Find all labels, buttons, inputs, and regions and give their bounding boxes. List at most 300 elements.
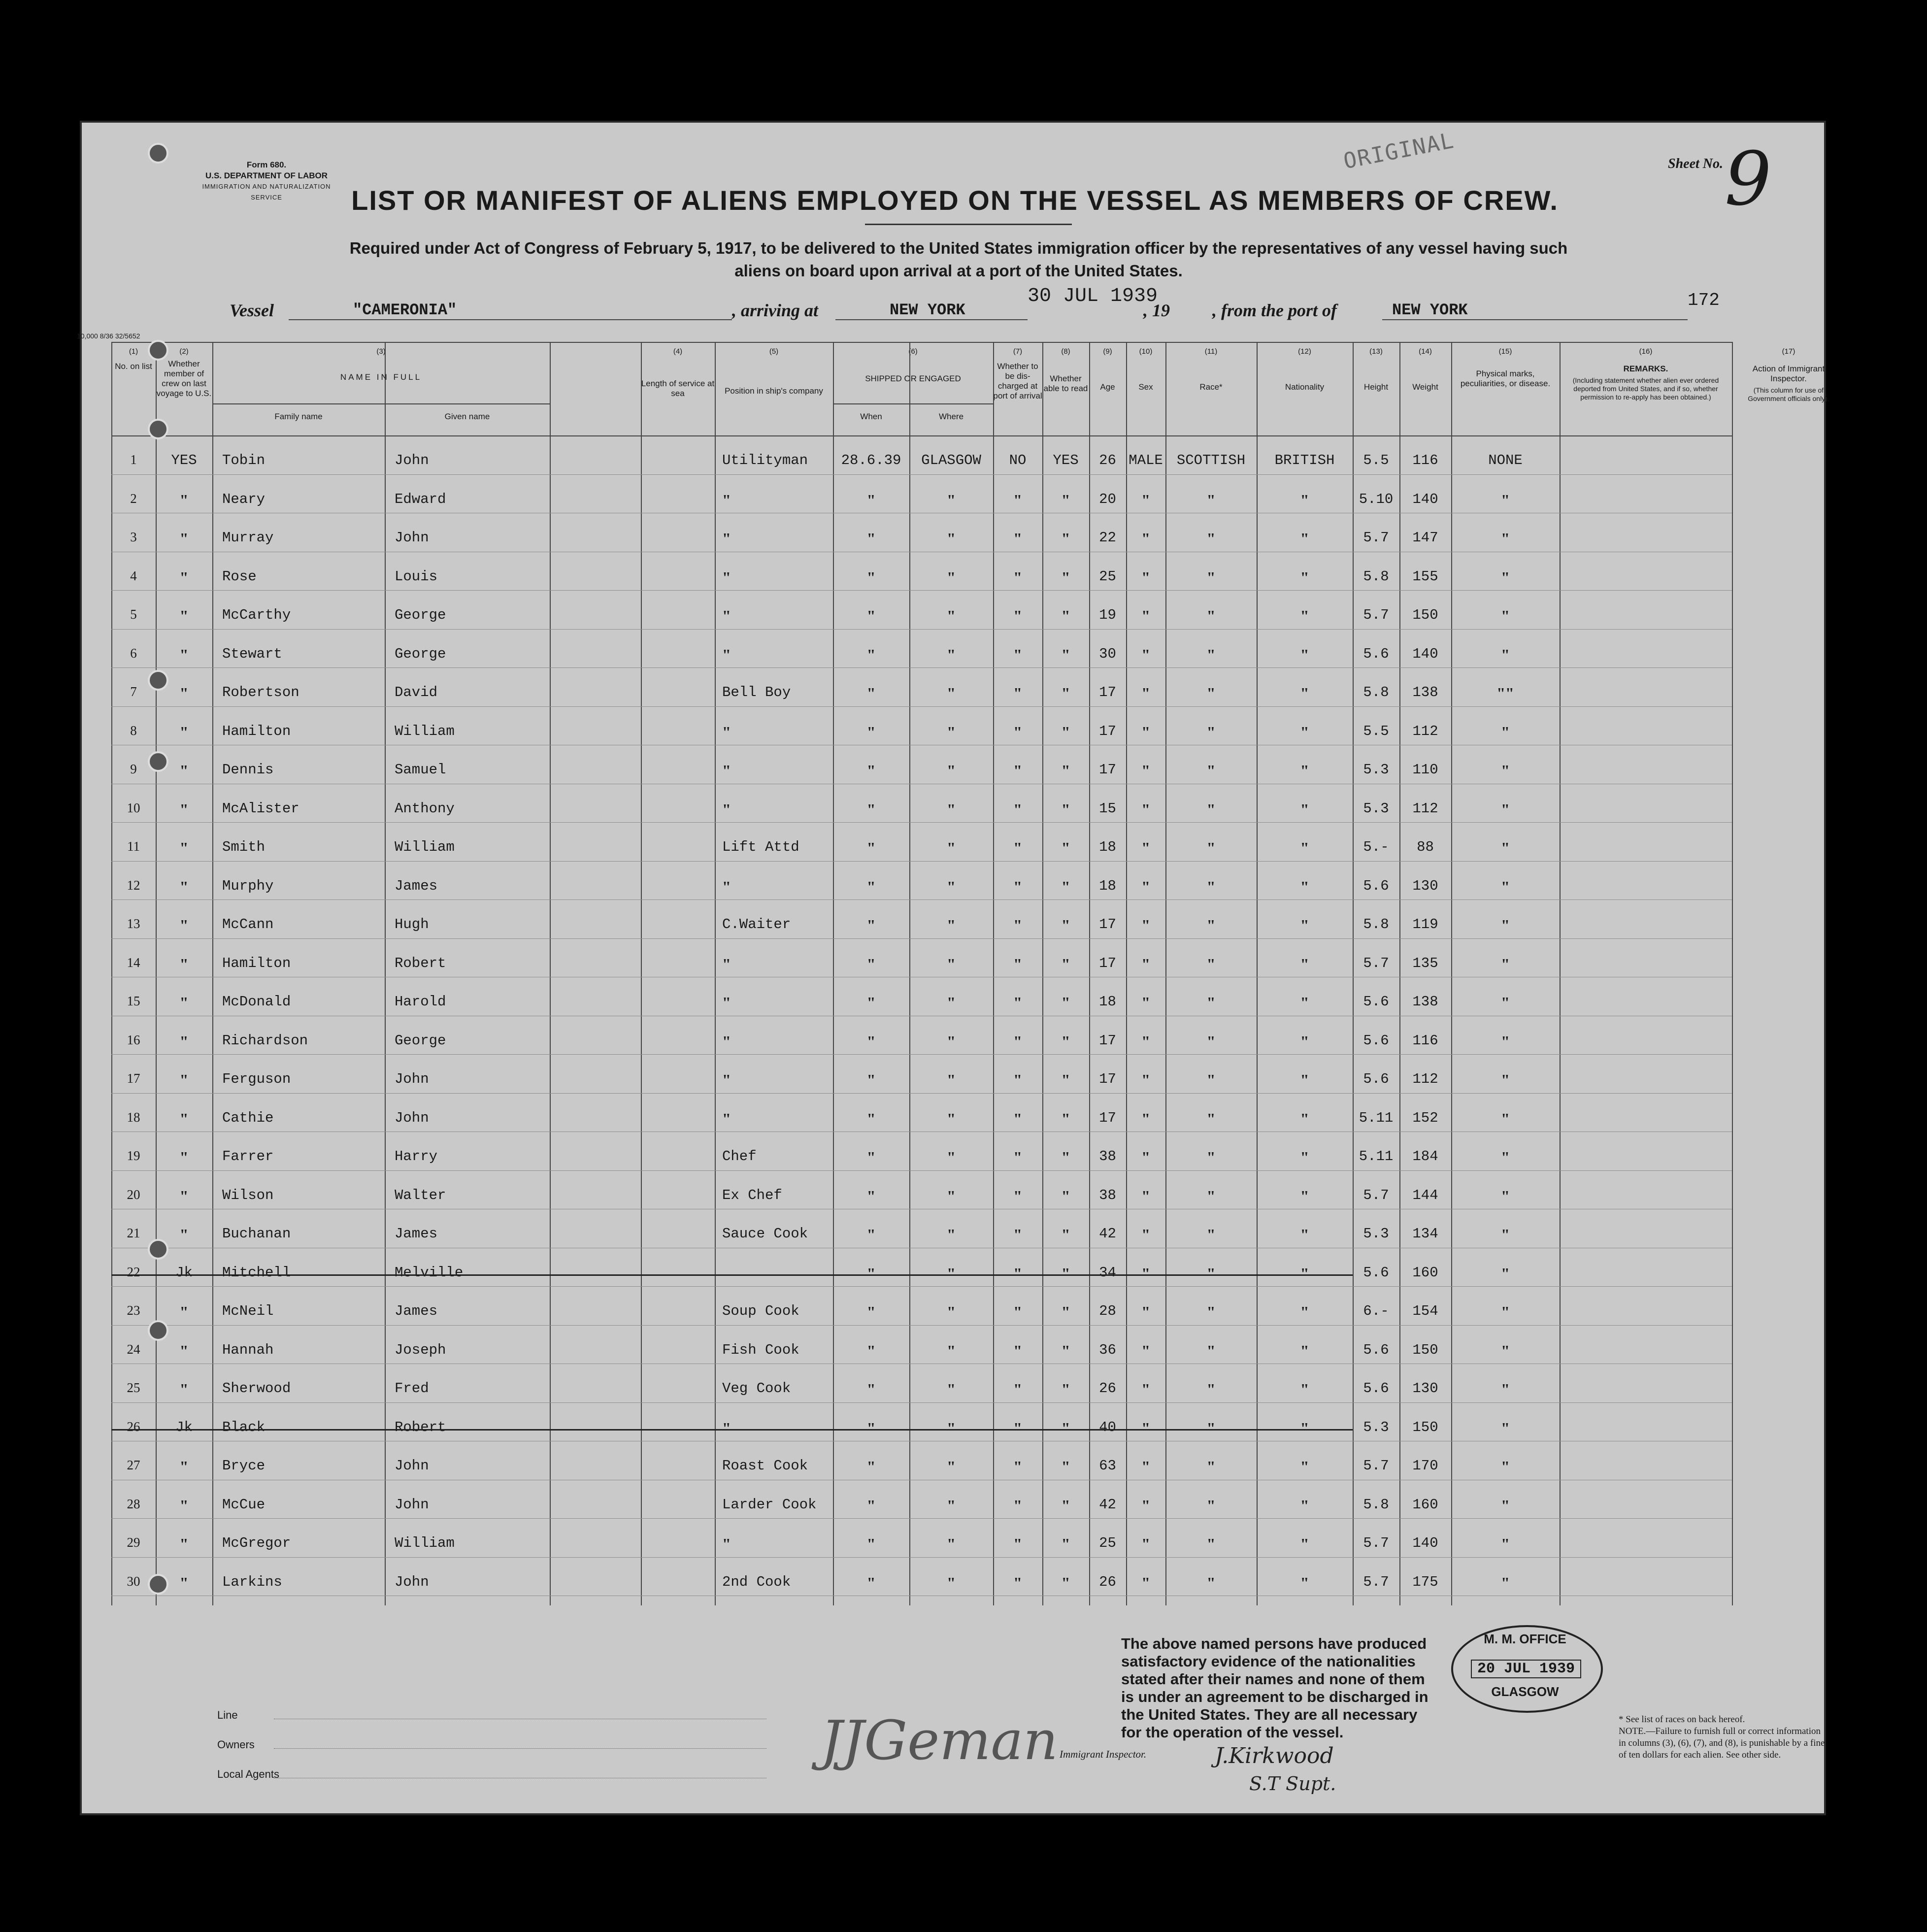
row-16-age: 17 (1099, 1032, 1116, 1049)
col-header-read: Whether able to read (1043, 374, 1088, 393)
row-8-family: Hamilton (222, 723, 291, 739)
row-15-nationality: " (1300, 994, 1309, 1011)
row-29-no: 29 (127, 1535, 140, 1550)
certification-stamp: The above named persons have produced satisfactory evidence of the nationalities stated after their names and none of them is under an agreement to be discharged in the United States. They are all necessary for the operation of the vessel. (1121, 1635, 1429, 1741)
row-28-crew: " (179, 1496, 189, 1514)
row-22-discharged: " (1013, 1264, 1022, 1282)
col-header-age: Age (1100, 382, 1115, 392)
row-16-where: " (947, 1032, 956, 1050)
department: U.S. DEPARTMENT OF LABOR (205, 171, 328, 180)
row-13-discharged: " (1013, 916, 1022, 934)
row-27-where: " (947, 1458, 956, 1475)
row-7-race: " (1206, 684, 1216, 702)
row-16-given: George (395, 1032, 446, 1049)
row-13-when: " (866, 916, 876, 934)
row-26-nationality: " (1300, 1419, 1309, 1437)
col-header-family-name: Family name (274, 412, 323, 421)
row-3-height: 5.7 (1363, 530, 1389, 546)
row-17-age: 17 (1099, 1071, 1116, 1087)
row-26-strike (111, 1429, 1353, 1431)
row-29-weight: 140 (1412, 1535, 1438, 1551)
row-6-weight: 140 (1412, 645, 1438, 662)
row-3-crew: " (179, 530, 189, 547)
row-22-weight: 160 (1412, 1264, 1438, 1281)
row-25-read: " (1061, 1380, 1070, 1398)
col-header-nationality: Nationality (1285, 382, 1325, 392)
row-24-weight: 150 (1412, 1341, 1438, 1358)
row-8-given: William (395, 723, 455, 739)
row-12-discharged: " (1013, 877, 1022, 896)
row-17-weight: 112 (1412, 1071, 1438, 1087)
row-7-read: " (1061, 684, 1070, 702)
row-7-marks: "" (1496, 684, 1514, 702)
binder-hole (148, 1239, 168, 1260)
row-19-nationality: " (1300, 1148, 1309, 1166)
row-5-position: " (722, 607, 731, 625)
row-24-nationality: " (1300, 1341, 1309, 1360)
row-28-discharged: " (1013, 1496, 1022, 1514)
col-header-position: Position in ship's company (725, 386, 823, 396)
row-11-position: Lift Attd (722, 839, 799, 855)
row-26-position: " (722, 1419, 731, 1437)
row-8-race: " (1206, 723, 1216, 741)
row-18-given: John (395, 1109, 429, 1126)
row-11-discharged: " (1013, 839, 1022, 857)
row-18-read: " (1061, 1109, 1070, 1128)
row-2-when: " (866, 491, 876, 509)
row-26-sex: " (1141, 1419, 1150, 1437)
row-3-race: " (1206, 530, 1216, 547)
row-30-where: " (947, 1573, 956, 1592)
row-13-read: " (1061, 916, 1070, 934)
row-7-height: 5.8 (1363, 684, 1389, 700)
row-19-where: " (947, 1148, 956, 1166)
row-1-height: 5.5 (1363, 452, 1389, 468)
name-subheader-rule (212, 403, 550, 404)
row-8-when: " (866, 723, 876, 741)
row-28-marks: " (1501, 1496, 1510, 1514)
row-6-sex: " (1141, 645, 1150, 664)
row-20-read: " (1061, 1187, 1070, 1205)
row-21-where: " (947, 1226, 956, 1243)
row-15-where: " (947, 994, 956, 1011)
col-12-number: (12) (1298, 347, 1311, 356)
row-19-when: " (866, 1148, 876, 1166)
print-code: 10,000 8/36 32/5652 (77, 332, 140, 340)
row-15-discharged: " (1013, 994, 1022, 1011)
row-18-family: Cathie (222, 1109, 274, 1126)
row-22-family: Mitchell (222, 1264, 291, 1281)
row-16-race: " (1206, 1032, 1216, 1050)
row-3-when: " (866, 530, 876, 547)
row-14-height: 5.7 (1363, 955, 1389, 971)
row-8-where: " (947, 723, 956, 741)
row-25-when: " (866, 1380, 876, 1398)
row-9-position: " (722, 762, 731, 779)
binder-hole (148, 1574, 168, 1595)
row-20-family: Wilson (222, 1187, 274, 1203)
row-16-position: " (722, 1032, 731, 1050)
row-17-height: 5.6 (1363, 1071, 1389, 1087)
row-24-family: Hannah (222, 1341, 274, 1358)
row-29-position: " (722, 1535, 731, 1553)
row-7-family: Robertson (222, 684, 299, 700)
row-18-race: " (1206, 1109, 1216, 1128)
row-10-crew: " (179, 800, 189, 818)
row-4-marks: " (1501, 568, 1510, 586)
col-header-action: Action of Immigrant Inspector. (1752, 364, 1825, 383)
row-6-discharged: " (1013, 645, 1022, 664)
row-26-age: 40 (1099, 1419, 1116, 1435)
column-rule (550, 342, 551, 1605)
row-15-no: 15 (127, 994, 140, 1008)
row-19-height: 5.11 (1359, 1148, 1394, 1165)
row-14-nationality: " (1300, 955, 1309, 973)
col-6-number: (6) (908, 347, 918, 356)
row-1-marks: NONE (1488, 452, 1523, 468)
row-1-no: 1 (130, 452, 137, 467)
row-5-discharged: " (1013, 607, 1022, 625)
row-20-sex: " (1141, 1187, 1150, 1205)
row-19-crew: " (179, 1148, 189, 1166)
row-3-read: " (1061, 530, 1070, 547)
column-rule (212, 342, 213, 1605)
row-13-sex: " (1141, 916, 1150, 934)
row-23-marks: " (1501, 1303, 1510, 1321)
row-7-given: David (395, 684, 438, 700)
row-6-family: Stewart (222, 645, 282, 662)
row-15-sex: " (1141, 994, 1150, 1011)
row-24-given: Joseph (395, 1341, 446, 1358)
header-bottom-rule (111, 435, 1732, 436)
row-16-sex: " (1141, 1032, 1150, 1050)
row-26-race: " (1206, 1419, 1216, 1437)
row-21-position: Sauce Cook (722, 1226, 808, 1242)
row-4-age: 25 (1099, 568, 1116, 585)
row-24-read: " (1061, 1341, 1070, 1360)
row-18-marks: " (1501, 1109, 1510, 1128)
row-11-sex: " (1141, 839, 1150, 857)
row-7-when: " (866, 684, 876, 702)
row-26-given: Robert (395, 1419, 446, 1435)
row-4-weight: 155 (1412, 568, 1438, 585)
row-22-age: 34 (1099, 1264, 1116, 1281)
row-6-height: 5.6 (1363, 645, 1389, 662)
row-21-weight: 134 (1412, 1226, 1438, 1242)
row-6-marks: " (1501, 645, 1510, 664)
row-29-given: William (395, 1535, 455, 1551)
row-13-marks: " (1501, 916, 1510, 934)
row-27-when: " (866, 1458, 876, 1475)
column-rule (715, 342, 716, 1605)
row-7-position: Bell Boy (722, 684, 791, 700)
row-25-age: 26 (1099, 1380, 1116, 1397)
row-29-sex: " (1141, 1535, 1150, 1553)
row-5-given: George (395, 607, 446, 623)
row-17-marks: " (1501, 1071, 1510, 1089)
row-25-position: Veg Cook (722, 1380, 791, 1397)
row-11-age: 18 (1099, 839, 1116, 855)
row-11-race: " (1206, 839, 1216, 857)
row-rule (111, 899, 1732, 900)
row-18-no: 18 (127, 1109, 140, 1125)
row-rule (111, 1093, 1732, 1094)
row-11-marks: " (1501, 839, 1510, 857)
row-14-position: " (722, 955, 731, 973)
row-12-where: " (947, 877, 956, 896)
row-15-height: 5.6 (1363, 994, 1389, 1010)
row-24-age: 36 (1099, 1341, 1116, 1358)
col-header-given-name: Given name (444, 412, 490, 421)
col-13-number: (13) (1369, 347, 1383, 356)
row-23-nationality: " (1300, 1303, 1309, 1321)
row-23-discharged: " (1013, 1303, 1022, 1321)
row-3-no: 3 (130, 530, 137, 544)
row-23-given: James (395, 1303, 438, 1319)
row-21-when: " (866, 1226, 876, 1243)
row-18-sex: " (1141, 1109, 1150, 1128)
row-14-race: " (1206, 955, 1216, 973)
row-5-read: " (1061, 607, 1070, 625)
row-18-when: " (866, 1109, 876, 1128)
row-7-crew: " (179, 684, 189, 702)
row-29-age: 25 (1099, 1535, 1116, 1551)
row-10-given: Anthony (395, 800, 455, 817)
row-13-crew: " (179, 916, 189, 934)
row-1-position: Utilityman (722, 452, 808, 468)
row-27-sex: " (1141, 1458, 1150, 1475)
row-24-marks: " (1501, 1341, 1510, 1360)
row-17-discharged: " (1013, 1071, 1022, 1089)
row-28-nationality: " (1300, 1496, 1309, 1514)
manifest-page (77, 121, 1829, 1815)
row-22-given: Melville (395, 1264, 464, 1281)
row-21-family: Buchanan (222, 1226, 291, 1242)
row-22-when: " (866, 1264, 876, 1282)
row-3-marks: " (1501, 530, 1510, 547)
row-17-nationality: " (1300, 1071, 1309, 1089)
row-rule (111, 861, 1732, 862)
row-12-nationality: " (1300, 877, 1309, 896)
row-24-sex: " (1141, 1341, 1150, 1360)
row-9-age: 17 (1099, 762, 1116, 778)
row-30-sex: " (1141, 1573, 1150, 1592)
row-26-weight: 150 (1412, 1419, 1438, 1435)
row-12-read: " (1061, 877, 1070, 896)
row-25-nationality: " (1300, 1380, 1309, 1398)
row-25-sex: " (1141, 1380, 1150, 1398)
row-3-nationality: " (1300, 530, 1309, 547)
row-2-nationality: " (1300, 491, 1309, 509)
row-23-when: " (866, 1303, 876, 1321)
row-4-given: Louis (395, 568, 438, 585)
row-6-position: " (722, 645, 731, 664)
row-23-where: " (947, 1303, 956, 1321)
row-5-height: 5.7 (1363, 607, 1389, 623)
row-21-marks: " (1501, 1226, 1510, 1243)
row-13-where: " (947, 916, 956, 934)
row-rule (111, 1286, 1732, 1287)
row-22-crew: Jk (175, 1264, 193, 1281)
row-30-nationality: " (1300, 1573, 1309, 1592)
row-9-crew: " (179, 762, 189, 779)
row-10-sex: " (1141, 800, 1150, 818)
row-28-sex: " (1141, 1496, 1150, 1514)
sheet-label: Sheet No. (1668, 156, 1723, 171)
row-20-nationality: " (1300, 1187, 1309, 1205)
row-4-crew: " (179, 568, 189, 586)
row-10-when: " (866, 800, 876, 818)
row-15-position: " (722, 994, 731, 1011)
col-14-number: (14) (1419, 347, 1432, 356)
row-16-height: 5.6 (1363, 1032, 1389, 1049)
row-27-nationality: " (1300, 1458, 1309, 1475)
row-14-age: 17 (1099, 955, 1116, 971)
row-6-when: " (866, 645, 876, 664)
row-24-height: 5.6 (1363, 1341, 1389, 1358)
row-6-where: " (947, 645, 956, 664)
row-20-height: 5.7 (1363, 1187, 1389, 1203)
footnote: * See list of races on back hereof. NOTE.—Failure to furnish full or correct information in columns (3), (6), (7), and (8), is punishable by a fine of ten dollars for each alien. See other side. (1619, 1714, 1825, 1760)
col-header-where: Where (938, 412, 964, 421)
row-3-where: " (947, 530, 956, 547)
row-20-marks: " (1501, 1187, 1510, 1205)
row-22-where: " (947, 1264, 956, 1282)
row-23-family: McNeil (222, 1303, 274, 1319)
row-28-height: 5.8 (1363, 1496, 1389, 1513)
row-12-position: " (722, 877, 731, 896)
row-24-race: " (1206, 1341, 1216, 1360)
row-1-race: SCOTTISH (1176, 452, 1246, 468)
row-13-family: McCann (222, 916, 274, 933)
row-11-family: Smith (222, 839, 266, 855)
sheet-number: 9 (1725, 136, 1772, 222)
row-11-crew: " (179, 839, 189, 857)
row-18-position: " (722, 1109, 731, 1128)
col-header-remarks: REMARKS. (1623, 364, 1668, 373)
row-26-no: 26 (127, 1419, 140, 1434)
row-7-discharged: " (1013, 684, 1022, 702)
row-rule (111, 590, 1732, 591)
row-22-read: " (1061, 1264, 1070, 1282)
row-12-when: " (866, 877, 876, 896)
row-8-discharged: " (1013, 723, 1022, 741)
row-17-crew: " (179, 1071, 189, 1089)
col-header-no-on-list: No. on list (115, 362, 152, 371)
col-1-number: (1) (129, 347, 138, 356)
row-21-no: 21 (127, 1226, 140, 1240)
row-19-family: Farrer (222, 1148, 274, 1165)
row-13-given: Hugh (395, 916, 429, 933)
row-1-crew: YES (171, 452, 197, 468)
row-20-where: " (947, 1187, 956, 1205)
col-15-number: (15) (1498, 347, 1512, 356)
row-5-race: " (1206, 607, 1216, 625)
col-8-number: (8) (1061, 347, 1070, 356)
row-3-family: Murray (222, 530, 274, 546)
row-29-discharged: " (1013, 1535, 1022, 1553)
row-2-sex: " (1141, 491, 1150, 509)
row-8-crew: " (179, 723, 189, 741)
row-27-weight: 170 (1412, 1458, 1438, 1474)
row-15-race: " (1206, 994, 1216, 1011)
row-20-given: Walter (395, 1187, 446, 1203)
row-16-no: 16 (127, 1032, 140, 1047)
row-20-discharged: " (1013, 1187, 1022, 1205)
row-17-where: " (947, 1071, 956, 1089)
inspector-label: Immigrant Inspector. (1060, 1748, 1147, 1760)
row-9-nationality: " (1300, 762, 1309, 779)
row-10-marks: " (1501, 800, 1510, 818)
row-16-read: " (1061, 1032, 1070, 1050)
row-6-race: " (1206, 645, 1216, 664)
row-15-crew: " (179, 994, 189, 1011)
row-21-race: " (1206, 1226, 1216, 1243)
row-29-when: " (866, 1535, 876, 1553)
row-5-family: McCarthy (222, 607, 291, 623)
row-22-no: 22 (127, 1264, 140, 1279)
row-19-given: Harry (395, 1148, 438, 1165)
row-26-where: " (947, 1419, 956, 1437)
row-30-no: 30 (127, 1573, 140, 1589)
col-10-number: (10) (1139, 347, 1153, 356)
row-27-crew: " (179, 1458, 189, 1475)
row-15-age: 18 (1099, 994, 1116, 1010)
row-21-given: James (395, 1226, 438, 1242)
row-18-crew: " (179, 1109, 189, 1128)
col-11-number: (11) (1204, 347, 1218, 356)
column-rule (385, 342, 386, 1605)
row-30-when: " (866, 1573, 876, 1592)
row-16-nationality: " (1300, 1032, 1309, 1050)
row-16-family: Richardson (222, 1032, 308, 1049)
document-subtitle: Required under Act of Congress of February 5, 1917, to be delivered to the United States immigration officer by the representatives of any vessel having such aliens on board upon arrival at a port of the United States. (349, 239, 1568, 280)
row-27-no: 27 (127, 1458, 140, 1472)
col-header-sex: Sex (1138, 382, 1153, 392)
row-28-position: Larder Cook (722, 1496, 817, 1513)
row-16-discharged: " (1013, 1032, 1022, 1050)
row-2-age: 20 (1099, 491, 1116, 507)
row-21-discharged: " (1013, 1226, 1022, 1243)
row-9-race: " (1206, 762, 1216, 779)
row-rule (111, 1054, 1732, 1055)
row-1-age: 26 (1099, 452, 1116, 468)
row-20-no: 20 (127, 1187, 140, 1202)
column-rule (641, 342, 642, 1605)
row-5-no: 5 (130, 607, 137, 622)
row-1-family: Tobin (222, 452, 266, 468)
row-26-marks: " (1501, 1419, 1510, 1437)
row-2-discharged: " (1013, 491, 1022, 509)
col-header-remarks-note: (Including statement whether alien ever ordered deported from United States, and if so, whether permission to re-apply has been obtained.) (1572, 376, 1719, 401)
row-6-crew: " (179, 645, 189, 664)
col-7-number: (7) (1013, 347, 1023, 356)
row-27-race: " (1206, 1458, 1216, 1475)
row-3-given: John (395, 530, 429, 546)
row-23-age: 28 (1099, 1303, 1116, 1319)
shipped-subheader-rule (833, 403, 993, 404)
row-26-family: Black (222, 1419, 266, 1435)
row-19-read: " (1061, 1148, 1070, 1166)
row-7-where: " (947, 684, 956, 702)
row-5-marks: " (1501, 607, 1510, 625)
row-16-crew: " (179, 1032, 189, 1050)
service: IMMIGRATION AND NATURALIZATION SERVICE (202, 183, 331, 201)
row-1-sex: MALE (1129, 452, 1163, 468)
arrival-date-stamp: 30 JUL 1939 (1028, 285, 1158, 307)
row-4-race: " (1206, 568, 1216, 586)
row-24-crew: " (179, 1341, 189, 1360)
